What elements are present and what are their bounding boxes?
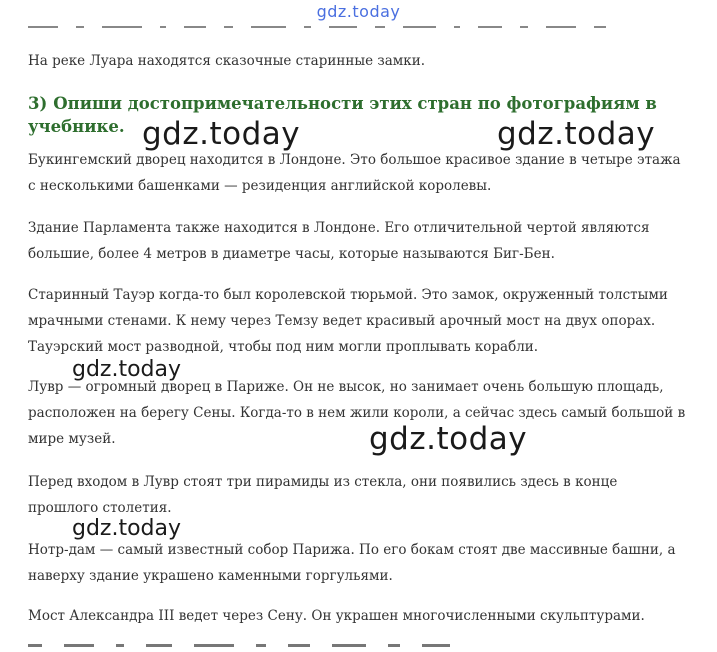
intro-line: На реке Луара находятся сказочные старинные замки. [28,53,426,69]
paragraph-tower: Старинный Тауэр когда-то был королевской тюрьмой. Это замок, окруженный толстыми мрачными стенами. К нему через Темзу ведет красивый арочный мост на двух опорах. Тауэрский мост разводной, чтобы под ним могли проплывать корабли. [28,287,668,355]
cropped-text-line [28,644,688,652]
watermark: gdz.today [497,116,656,152]
watermark: gdz.today [142,116,301,152]
paragraph-alexander-bridge: Мост Александра III ведет через Сену. Он украшен многочисленными скульптурами. [28,608,645,624]
task-number: 3) [28,94,48,113]
task-title: Опиши достопримечательности этих стран по фотографиям в учебнике. [28,94,657,136]
watermark: gdz.today [72,357,182,382]
top-watermark: gdz.today [316,2,401,21]
paragraph-parliament: Здание Парламента также находится в Лондоне. Его отличительной чертой являются большие, более 4 метров в диаметре часы, которые называются Биг-Бен. [28,220,650,262]
paragraph-louvre: Лувр — огромный дворец в Париже. Он не высок, но занимает очень большую площадь, расположен на берегу Сены. Когда-то в нем жили короли, а сейчас здесь самый большой в мире музей. [28,379,686,447]
paragraph-pyramids: Перед входом в Лувр стоят три пирамиды из стекла, они появились здесь в конце прошлого столетия. [28,474,618,516]
watermark: gdz.today [72,516,182,541]
cropped-text-line [28,20,678,30]
paragraph-notre-dame: Нотр-дам — самый известный собор Парижа. По его бокам стоят две массивные башни, а наверху здание украшено каменными горгульями. [28,542,676,584]
paragraph-buckingham: Букингемский дворец находится в Лондоне. Это большое красивое здание в четыре этажа с несколькими башенками — резиденция английской королевы. [28,152,681,194]
watermark: gdz.today [369,421,528,457]
